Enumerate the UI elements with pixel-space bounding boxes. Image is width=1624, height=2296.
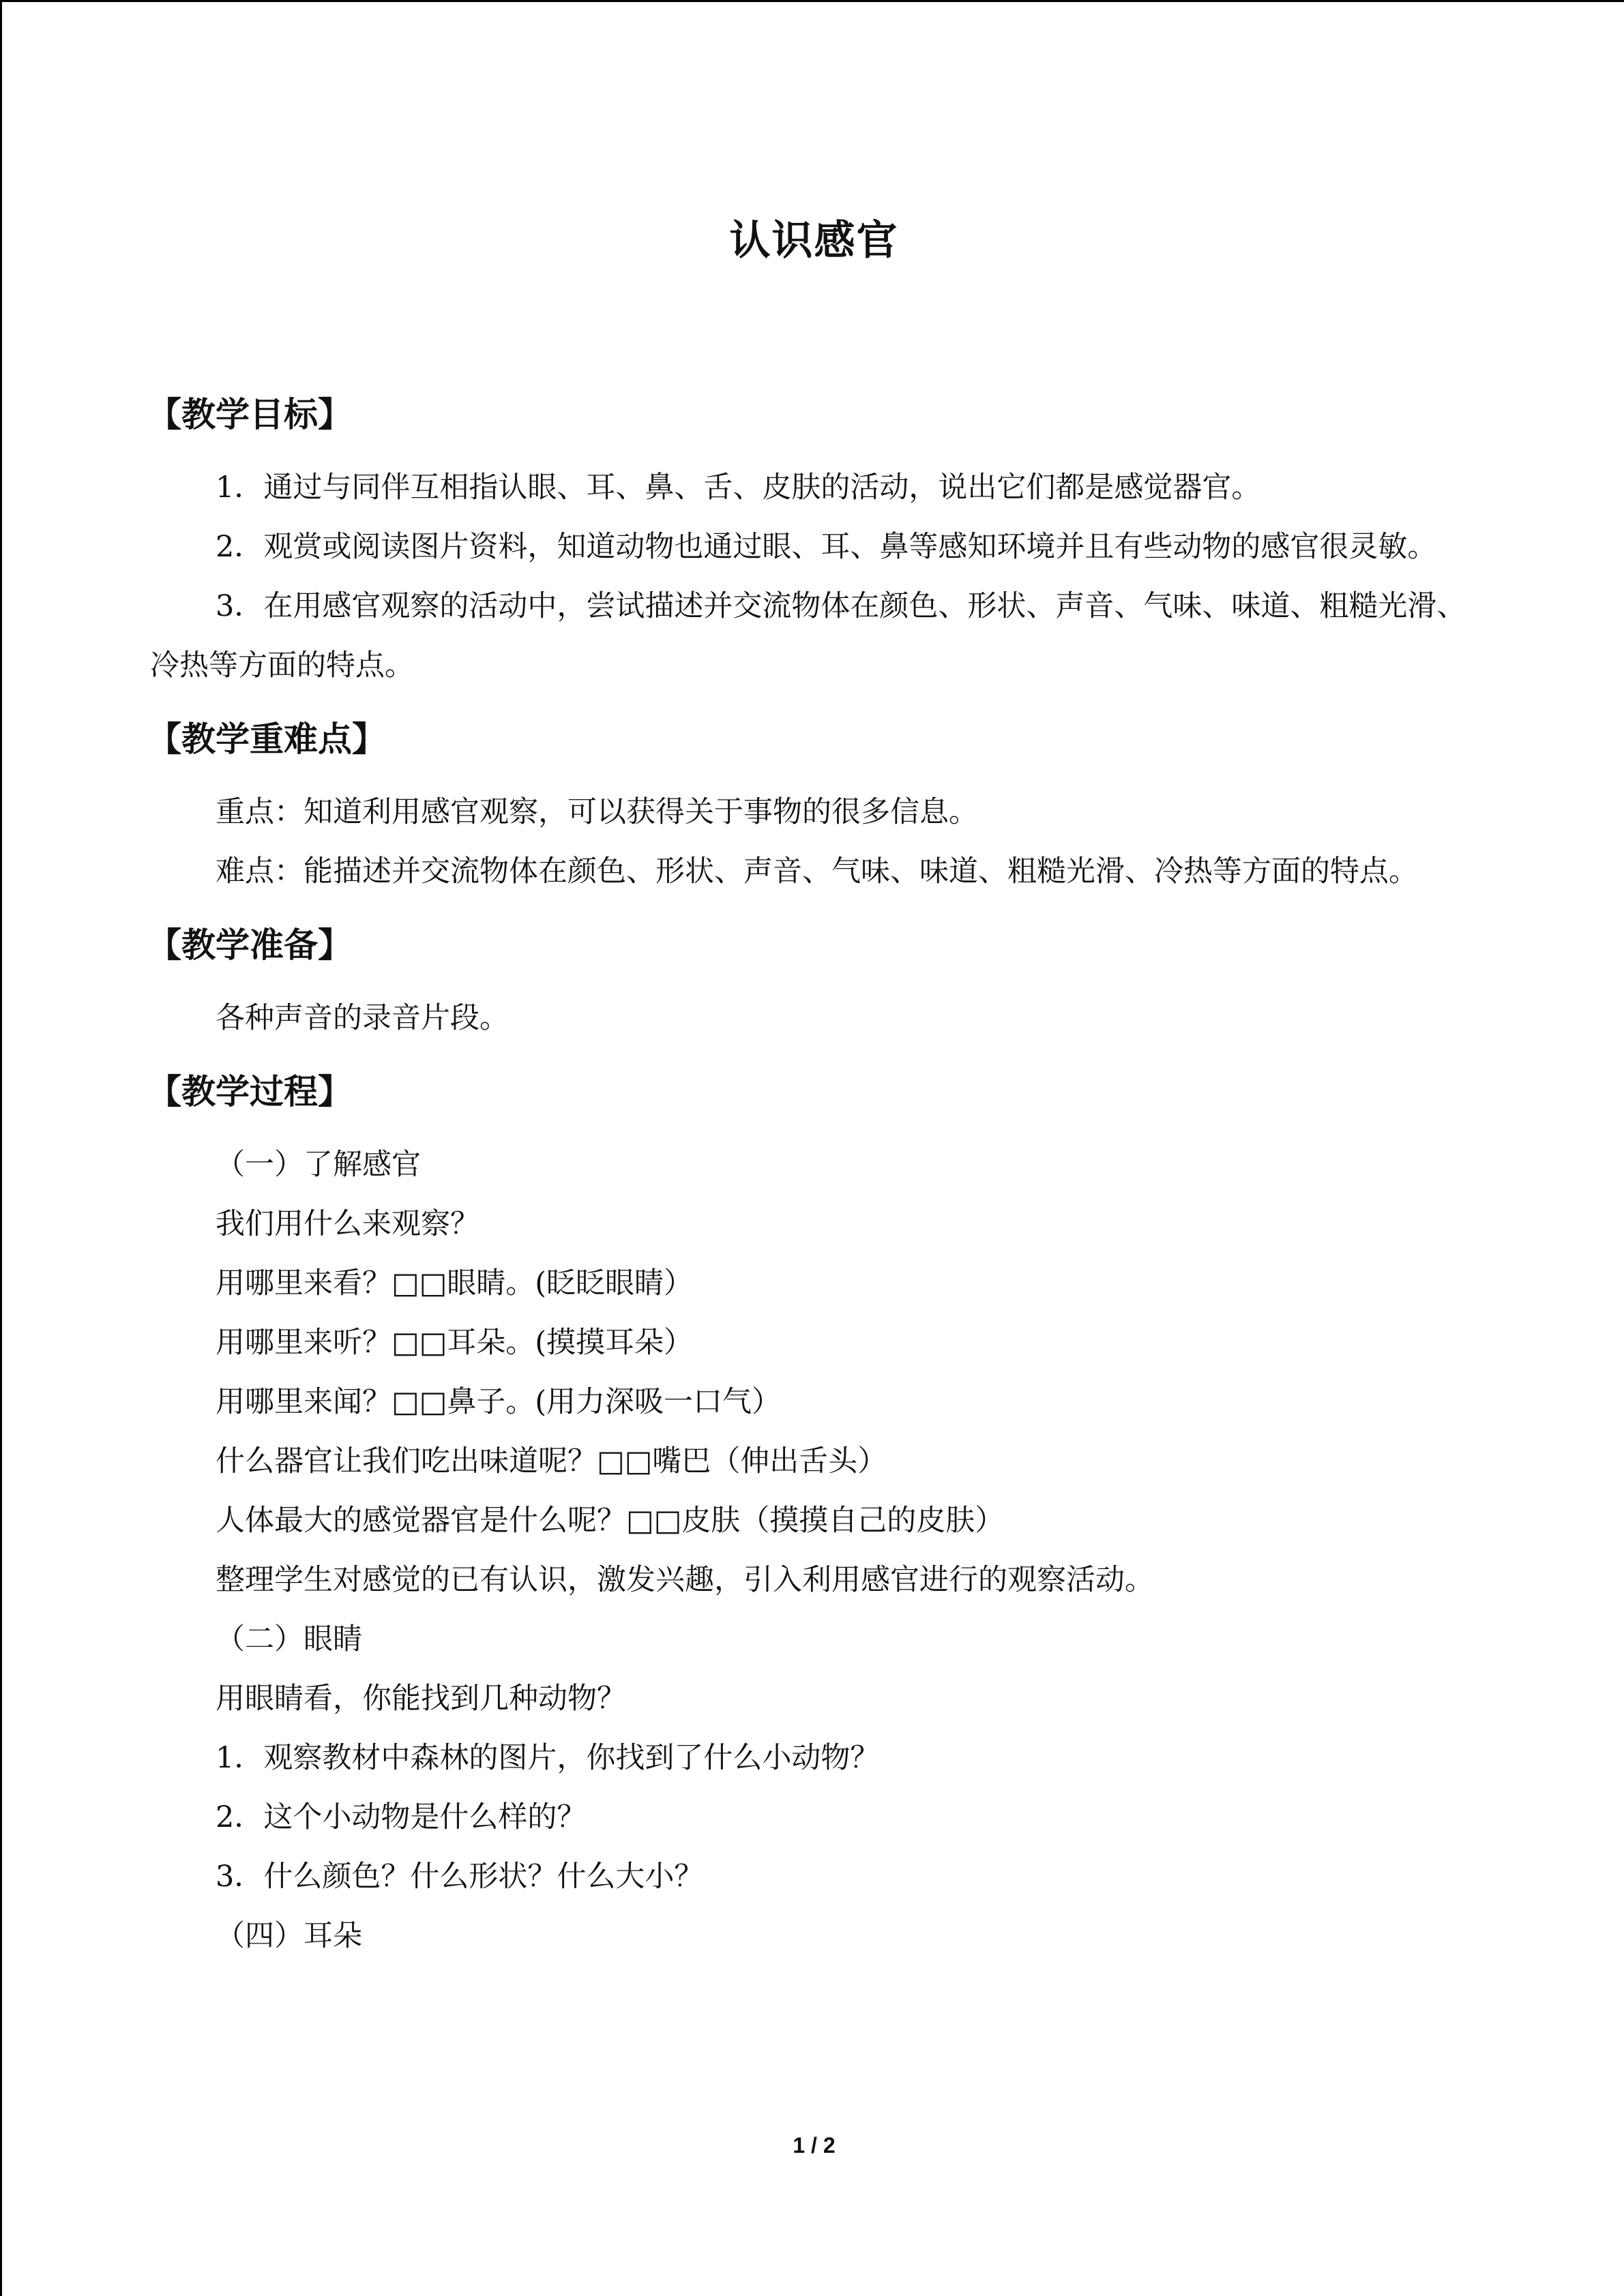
process-line: 我们用什么来观察？ bbox=[216, 1207, 479, 1241]
process-line: 用哪里来听？□□耳朵。(摸摸耳朵） bbox=[216, 1326, 694, 1360]
process-line: 2．这个小动物是什么样的？ bbox=[216, 1800, 587, 1834]
section-heading-goals: 【教学目标】 bbox=[147, 394, 352, 434]
process-line: 用哪里来闻？□□鼻子。(用力深吸一口气） bbox=[216, 1385, 782, 1419]
preparation-item: 各种声音的录音片段。 bbox=[216, 1001, 509, 1035]
process-line: 什么器官让我们吃出味道呢？□□嘴巴（伸出舌头） bbox=[216, 1444, 887, 1478]
process-line: （四）耳朵 bbox=[216, 1919, 362, 1953]
process-line: （一）了解感官 bbox=[216, 1148, 421, 1182]
process-line: 用哪里来看？□□眼睛。(眨眨眼睛） bbox=[216, 1266, 694, 1300]
process-line: 3．什么颜色？什么形状？什么大小？ bbox=[216, 1860, 704, 1894]
process-line: 1．观察教材中森林的图片，你找到了什么小动物？ bbox=[216, 1741, 880, 1775]
document-body bbox=[147, 381, 1480, 1966]
process-line: （二）眼睛 bbox=[216, 1622, 362, 1656]
section-heading-preparation: 【教学准备】 bbox=[147, 925, 352, 965]
section-heading-key-points: 【教学重难点】 bbox=[147, 719, 386, 759]
goal-item: 3．在用感官观察的活动中，尝试描述并交流物体在颜色、形状、声音、气味、味道、粗糙光滑、冷热等方面的特点。 bbox=[150, 589, 1466, 683]
key-point-item: 重点：知道利用感官观察，可以获得关于事物的很多信息。 bbox=[216, 795, 978, 829]
process-line: 整理学生对感觉的已有认识，激发兴趣，引入利用感官进行的观察活动。 bbox=[216, 1563, 1154, 1597]
goal-item: 1．通过与同伴互相指认眼、耳、鼻、舌、皮肤的活动，说出它们都是感觉器官。 bbox=[216, 471, 1261, 505]
document-title: 认识感官 bbox=[729, 217, 899, 265]
goal-item: 2．观赏或阅读图片资料，知道动物也通过眼、耳、鼻等感知环境并且有些动物的感官很灵敏。 bbox=[216, 530, 1437, 564]
process-line: 人体最大的感觉器官是什么呢？□□皮肤（摸摸自己的皮肤） bbox=[216, 1504, 1005, 1538]
process-line: 用眼睛看，你能找到几种动物？ bbox=[216, 1682, 626, 1716]
page-number: 1 / 2 bbox=[793, 2133, 836, 2158]
key-point-item: 难点：能描述并交流物体在颜色、形状、声音、气味、味道、粗糙光滑、冷热等方面的特点。 bbox=[216, 854, 1418, 889]
section-heading-process: 【教学过程】 bbox=[147, 1071, 352, 1112]
